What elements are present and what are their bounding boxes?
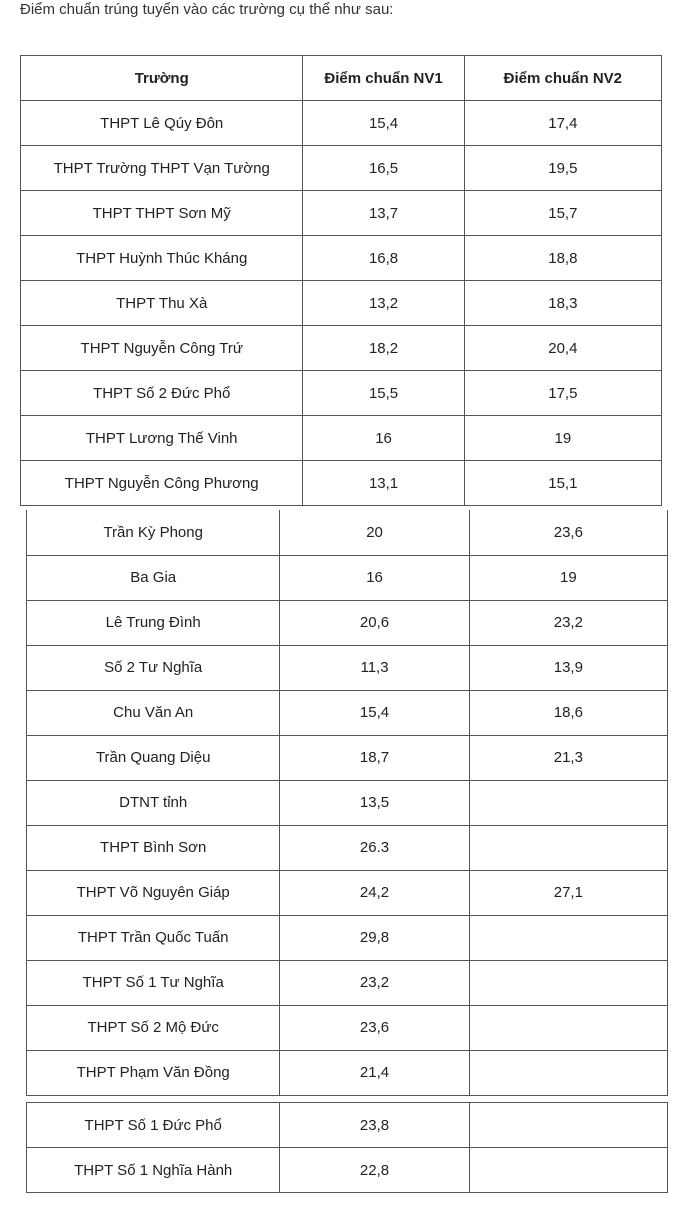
cell-score-nv2: 18,3 <box>464 281 661 326</box>
cell-score-nv1: 15,5 <box>303 371 464 416</box>
cell-score-nv1: 21,4 <box>280 1050 469 1095</box>
cell-score-nv2: 13,9 <box>469 645 667 690</box>
score-table-continued <box>26 510 668 1096</box>
cell-score-nv2: 18,6 <box>469 690 667 735</box>
header-score-nv1: Điểm chuẩn NV1 <box>303 56 464 101</box>
cell-score-nv1: 18,7 <box>280 735 469 780</box>
table-row <box>27 780 668 825</box>
table-row <box>27 825 668 870</box>
table-row <box>21 461 662 506</box>
table-row <box>27 690 668 735</box>
table-row <box>27 555 668 600</box>
cell-score-nv2: 15,1 <box>464 461 661 506</box>
cell-score-nv2: 18,8 <box>464 236 661 281</box>
cell-score-nv1: 13,2 <box>303 281 464 326</box>
cell-score-nv2: 19 <box>469 555 667 600</box>
cell-school: DTNT tỉnh <box>27 780 280 825</box>
cell-score-nv1: 13,7 <box>303 191 464 236</box>
cell-score-nv1: 24,2 <box>280 870 469 915</box>
cell-school: THPT Bình Sơn <box>27 825 280 870</box>
table-row <box>21 191 662 236</box>
cell-score-nv2 <box>469 1005 667 1050</box>
table-row <box>27 510 668 555</box>
cell-school: Trần Quang Diệu <box>27 735 280 780</box>
cell-score-nv1: 15,4 <box>303 101 464 146</box>
cell-score-nv1: 29,8 <box>280 915 469 960</box>
table-row <box>21 281 662 326</box>
cell-score-nv2: 23,6 <box>469 510 667 555</box>
cell-score-nv2 <box>469 1148 667 1193</box>
cell-score-nv1: 18,2 <box>303 326 464 371</box>
table-row <box>27 915 668 960</box>
score-table-continued-2 <box>26 1102 668 1193</box>
cell-score-nv1: 15,4 <box>280 690 469 735</box>
table-row <box>27 1148 668 1193</box>
cell-score-nv1: 13,5 <box>280 780 469 825</box>
cell-school: Số 2 Tư Nghĩa <box>27 645 280 690</box>
cell-score-nv2 <box>469 780 667 825</box>
cell-score-nv1: 20,6 <box>280 600 469 645</box>
table-row <box>21 371 662 416</box>
cell-score-nv1: 20 <box>280 510 469 555</box>
cell-score-nv2 <box>469 1050 667 1095</box>
cell-score-nv1: 13,1 <box>303 461 464 506</box>
cell-school: Chu Văn An <box>27 690 280 735</box>
cell-school: THPT Số 2 Đức Phổ <box>21 371 303 416</box>
cell-score-nv1: 16 <box>303 416 464 461</box>
cell-school: THPT Thu Xà <box>21 281 303 326</box>
cell-school: Lê Trung Đình <box>27 600 280 645</box>
cell-school: THPT Huỳnh Thúc Kháng <box>21 236 303 281</box>
table-row <box>21 146 662 191</box>
score-table-primary <box>20 55 662 506</box>
cell-score-nv1: 26.3 <box>280 825 469 870</box>
cell-score-nv1: 23,6 <box>280 1005 469 1050</box>
table-row <box>27 1005 668 1050</box>
table-header-row <box>21 56 662 101</box>
cell-score-nv2 <box>469 960 667 1005</box>
table-row <box>27 1050 668 1095</box>
table-row <box>21 236 662 281</box>
cell-score-nv2: 21,3 <box>469 735 667 780</box>
cell-score-nv1: 22,8 <box>280 1148 469 1193</box>
cell-score-nv2: 15,7 <box>464 191 661 236</box>
cell-score-nv1: 16,8 <box>303 236 464 281</box>
cell-score-nv1: 16,5 <box>303 146 464 191</box>
cell-school: THPT Lê Qúy Đôn <box>21 101 303 146</box>
cell-school: THPT Lương Thế Vinh <box>21 416 303 461</box>
table-row <box>27 870 668 915</box>
cell-school: THPT Số 2 Mộ Đức <box>27 1005 280 1050</box>
table-row <box>27 645 668 690</box>
cell-school: THPT Nguyễn Công Phương <box>21 461 303 506</box>
cell-school: THPT Trường THPT Vạn Tường <box>21 146 303 191</box>
cell-school: THPT Số 1 Nghĩa Hành <box>27 1148 280 1193</box>
cell-score-nv1: 16 <box>280 555 469 600</box>
intro-text: Điểm chuẩn trúng tuyển vào các trường cụ thể như sau: <box>20 1 394 18</box>
cell-score-nv2 <box>469 1103 667 1148</box>
table-row <box>27 600 668 645</box>
header-school: Trường <box>21 56 303 101</box>
cell-school: THPT Phạm Văn Đồng <box>27 1050 280 1095</box>
table-row <box>21 326 662 371</box>
cell-score-nv2 <box>469 915 667 960</box>
header-score-nv2: Điểm chuẩn NV2 <box>464 56 661 101</box>
cell-school: Ba Gia <box>27 555 280 600</box>
cell-score-nv2: 17,4 <box>464 101 661 146</box>
cell-school: THPT Số 1 Đức Phổ <box>27 1103 280 1148</box>
table-row <box>27 960 668 1005</box>
cell-score-nv1: 23,2 <box>280 960 469 1005</box>
cell-school: THPT Võ Nguyên Giáp <box>27 870 280 915</box>
cell-school: Trần Kỳ Phong <box>27 510 280 555</box>
cell-score-nv2 <box>469 825 667 870</box>
cell-score-nv2: 17,5 <box>464 371 661 416</box>
cell-score-nv1: 23,8 <box>280 1103 469 1148</box>
table-row <box>21 416 662 461</box>
cell-score-nv2: 20,4 <box>464 326 661 371</box>
cell-school: THPT Trần Quốc Tuấn <box>27 915 280 960</box>
cell-score-nv2: 23,2 <box>469 600 667 645</box>
cell-score-nv2: 19 <box>464 416 661 461</box>
cell-score-nv2: 19,5 <box>464 146 661 191</box>
table-row <box>27 735 668 780</box>
cell-school: THPT Nguyễn Công Trứ <box>21 326 303 371</box>
cell-score-nv1: 11,3 <box>280 645 469 690</box>
table-row <box>27 1103 668 1148</box>
table-row <box>21 101 662 146</box>
cell-school: THPT Số 1 Tư Nghĩa <box>27 960 280 1005</box>
cell-score-nv2: 27,1 <box>469 870 667 915</box>
cell-school: THPT THPT Sơn Mỹ <box>21 191 303 236</box>
